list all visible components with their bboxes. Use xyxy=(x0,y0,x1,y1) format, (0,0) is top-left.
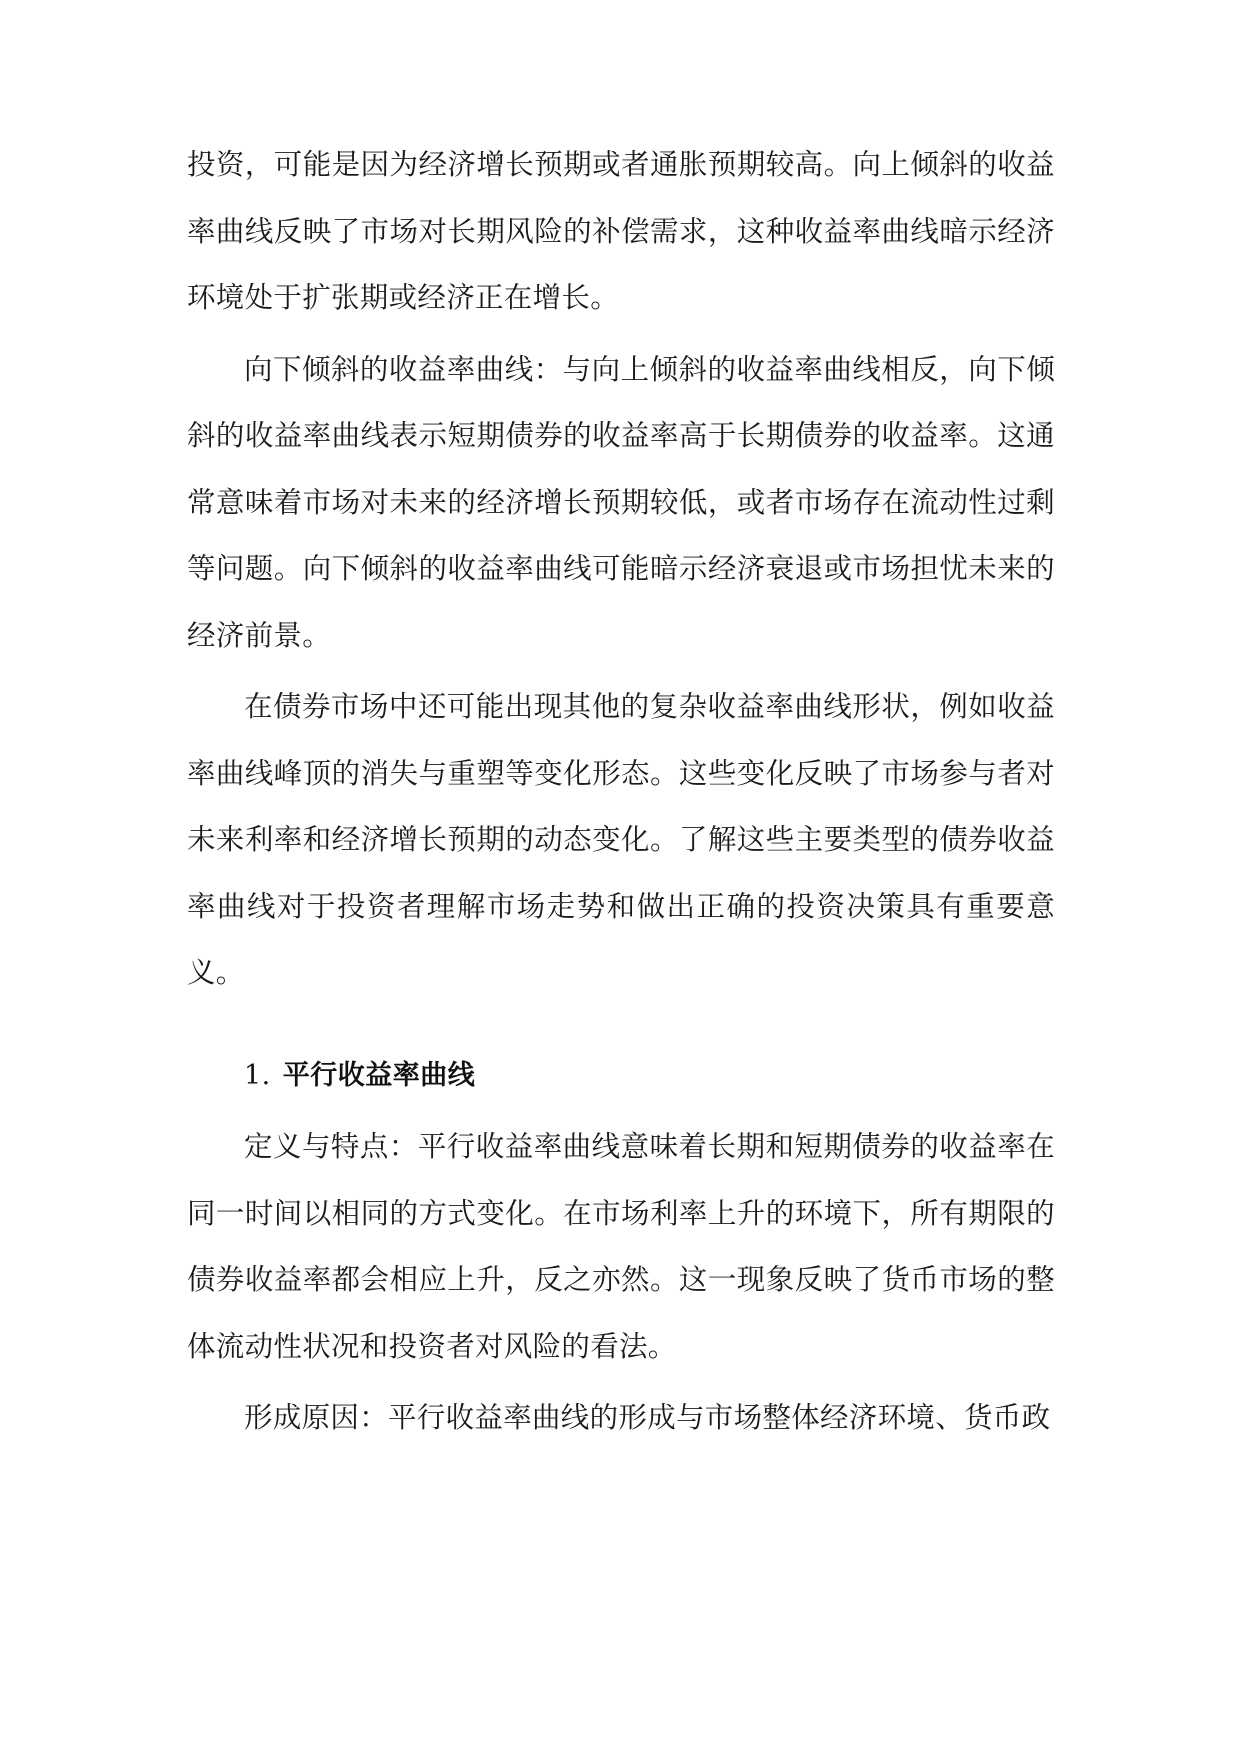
paragraph-downward-sloping-curve: 向下倾斜的收益率曲线：与向上倾斜的收益率曲线相反，向下倾斜的收益率曲线表示短期债券的收益率高于长期债券的收益率。这通常意味着市场对未来的经济增长预期较低，或者市场存在流动性过剩等问题。向下倾斜的收益率曲线可能暗示经济衰退或市场担忧未来的经济前景。 xyxy=(187,352,1055,652)
paragraph-formation-causes: 形成原因：平行收益率曲线的形成与市场整体经济环境、货币政 xyxy=(244,1401,1051,1434)
section-title: 平行收益率曲线 xyxy=(282,1059,476,1091)
paragraph-continuation: 投资，可能是因为经济增长预期或者通胀预期较高。向上倾斜的收益率曲线反映了市场对长期风险的补偿需求，这种收益率曲线暗示经济环境处于扩张期或经济正在增长。 xyxy=(187,148,1055,314)
document-body xyxy=(187,132,1055,1457)
section-heading xyxy=(187,1043,1055,1110)
paragraph-definition-features: 定义与特点：平行收益率曲线意味着长期和短期债券的收益率在同一时间以相同的方式变化。在市场利率上升的环境下，所有期限的债券收益率都会相应上升，反之亦然。这一现象反映了货币市场的整体流动性状况和投资者对风险的看法。 xyxy=(187,1130,1055,1363)
section-number: 1. xyxy=(244,1059,271,1091)
paragraph-complex-curve-shapes: 在债券市场中还可能出现其他的复杂收益率曲线形状，例如收益率曲线峰顶的消失与重塑等变化形态。这些变化反映了市场参与者对未来利率和经济增长预期的动态变化。了解这些主要类型的债券收益率曲线对于投资者理解市场走势和做出正确的投资决策具有重要意义。 xyxy=(187,690,1055,989)
